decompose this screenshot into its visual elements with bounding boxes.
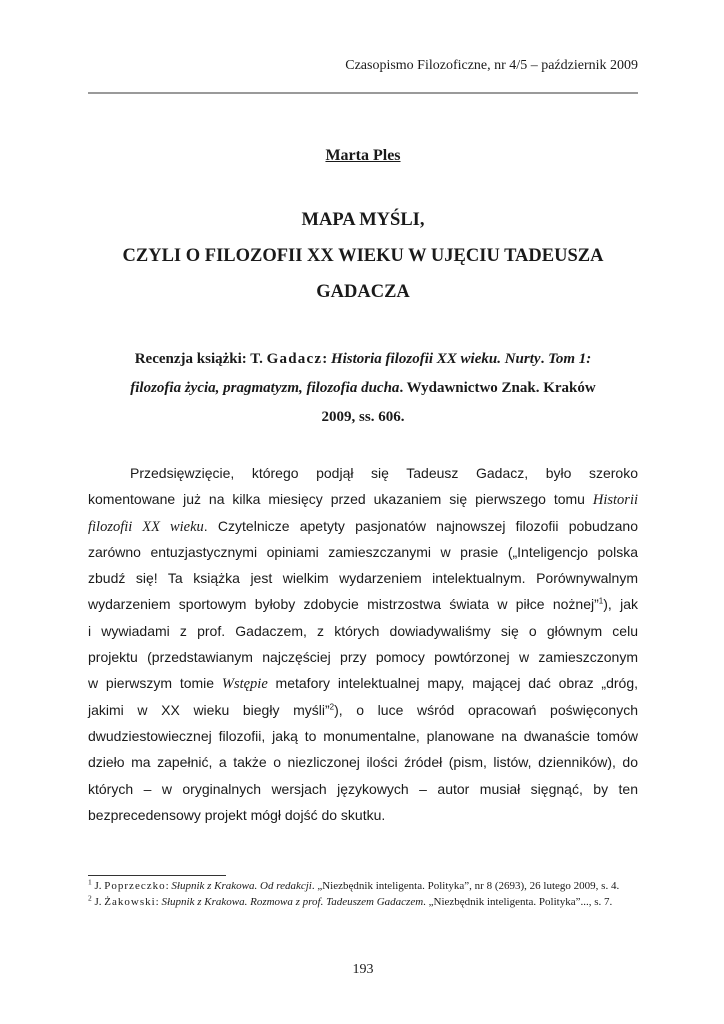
paragraph-line [88, 697, 638, 723]
italic-book-title: Historii [592, 492, 638, 509]
footnote-author-initial: J. [94, 880, 105, 892]
footnote-source: . „Niezbędnik inteligenta. Polityka”, nr 8 (2693), 26 lutego 2009, s. 4. [311, 880, 620, 892]
paragraph-line [88, 513, 638, 539]
footnote-ref-1[interactable]: 1 [598, 596, 604, 606]
review-line [88, 374, 638, 403]
footnote-colon: : [155, 895, 162, 908]
paragraph-line: dwudziestowiecznej filozofii, jaką to monumentalne, planowane na dwanaście tomów [88, 727, 638, 744]
title-line: MAPA MYŚLI, [301, 210, 425, 230]
header-rule [88, 92, 638, 94]
review-volume: Tom 1: [548, 351, 592, 367]
title-line: CZYLI O FILOZOFII XX WIEKU W UJĘCIU TADEUSZA [122, 246, 604, 266]
text-run: jakimi w XX wieku biegły myśli” [88, 701, 330, 718]
text-run: ), jak [603, 596, 638, 613]
text-run: w pierwszym tomie [88, 675, 222, 692]
review-dot: . [540, 351, 549, 367]
review-citation [88, 345, 638, 432]
review-book-title: Historia filozofii XX wieku. Nurty [330, 351, 541, 367]
italic-book-title: filozofii XX wieku [88, 518, 204, 535]
review-colon: : [322, 351, 331, 367]
text-run: metafory intelektualnej mapy, mającej dać obraz „dróg, [267, 675, 639, 692]
footnote-author-initial: J. [94, 895, 105, 908]
paragraph-line [88, 486, 638, 512]
paragraph-line [88, 591, 638, 617]
paragraph-line: zarówno entuzjastycznymi opiniami zamieszczanymi w prasie („Inteligencjo polska [88, 543, 638, 560]
paragraph-line [88, 670, 638, 696]
page-number: 193 [352, 962, 374, 977]
footnote-rule [88, 875, 226, 876]
review-line [88, 403, 638, 432]
footnote-title: Słupnik z Krakowa. Od redakcji [171, 880, 312, 892]
paragraph-line: zbudź się! Ta książka jest wielkim wydarzeniem intelektualnym. Porównywalnym [88, 570, 638, 587]
text-run: komentowane już na kilka miesięcy przed ukazaniem się pierwszego tomu [88, 491, 593, 508]
text-run: ), o luce wśród opracowań poświęconych [334, 701, 638, 718]
footnote-author: Poprzeczko [104, 880, 166, 892]
body-paragraph [88, 460, 638, 828]
footnote-author: Żakowski [104, 895, 156, 908]
paragraph-line: Przedsięwzięcie, którego podjął się Tadeusz Gadacz, było szeroko [130, 465, 638, 481]
review-volume-subtitle: filozofia życia, pragmatyzm, filozofia ducha [130, 380, 400, 396]
footnote-2 [88, 892, 638, 910]
paragraph-line: projektu (przedstawianym najczęściej przy pomocy powtórzonej w zamieszczonym [88, 649, 638, 666]
text-run: wydarzeniem sportowym byłoby zdobycie mistrzostwa świata w piłce nożnej” [88, 596, 599, 613]
article-author: Marta Ples [325, 147, 401, 164]
article-title [88, 202, 638, 310]
paragraph-line: których – w oryginalnych wersjach językowych – autor musiał sięgnąć, by ten [88, 780, 638, 797]
paragraph-line: dzieło ma zapełnić, a także o niezliczonej ilości źródeł (pism, listów, dzienników), do [88, 754, 638, 771]
footnote-source: . „Niezbędnik inteligenta. Polityka”..., s. 7. [423, 895, 613, 908]
review-prefix: Recenzja książki: T. [134, 351, 267, 367]
footnote-title: Słupnik z Krakowa. Rozmowa z prof. Tadeuszem Gadaczem [161, 895, 424, 908]
paragraph-line: bezprecedensowy projekt mógł dojść do skutku. [88, 806, 386, 823]
footnote-colon: : [165, 880, 172, 892]
footnote-ref-2[interactable]: 2 [329, 702, 335, 712]
paragraph-line: i wywiadami z prof. Gadaczem, z których dowiadywaliśmy się o głównym celu [88, 622, 638, 639]
footnote-number: 2 [88, 892, 92, 902]
review-publisher: . Wydawnictwo Znak. Kraków [399, 380, 596, 396]
footnote-number: 1 [88, 877, 92, 887]
text-run: . Czytelnicze apetyty pasjonatów najnowszej filozofii pobudzano [203, 517, 638, 534]
review-book-author: Gadacz [266, 351, 323, 367]
italic-word: Wstępie [221, 676, 268, 693]
title-line: GADACZA [316, 282, 410, 302]
running-header: Czasopismo Filozoficzne, nr 4/5 – październik 2009 [345, 58, 638, 73]
footnotes [88, 879, 638, 910]
review-year-pages: 2009, ss. 606. [321, 409, 405, 425]
footnote-1 [88, 879, 638, 894]
review-line [88, 345, 638, 374]
